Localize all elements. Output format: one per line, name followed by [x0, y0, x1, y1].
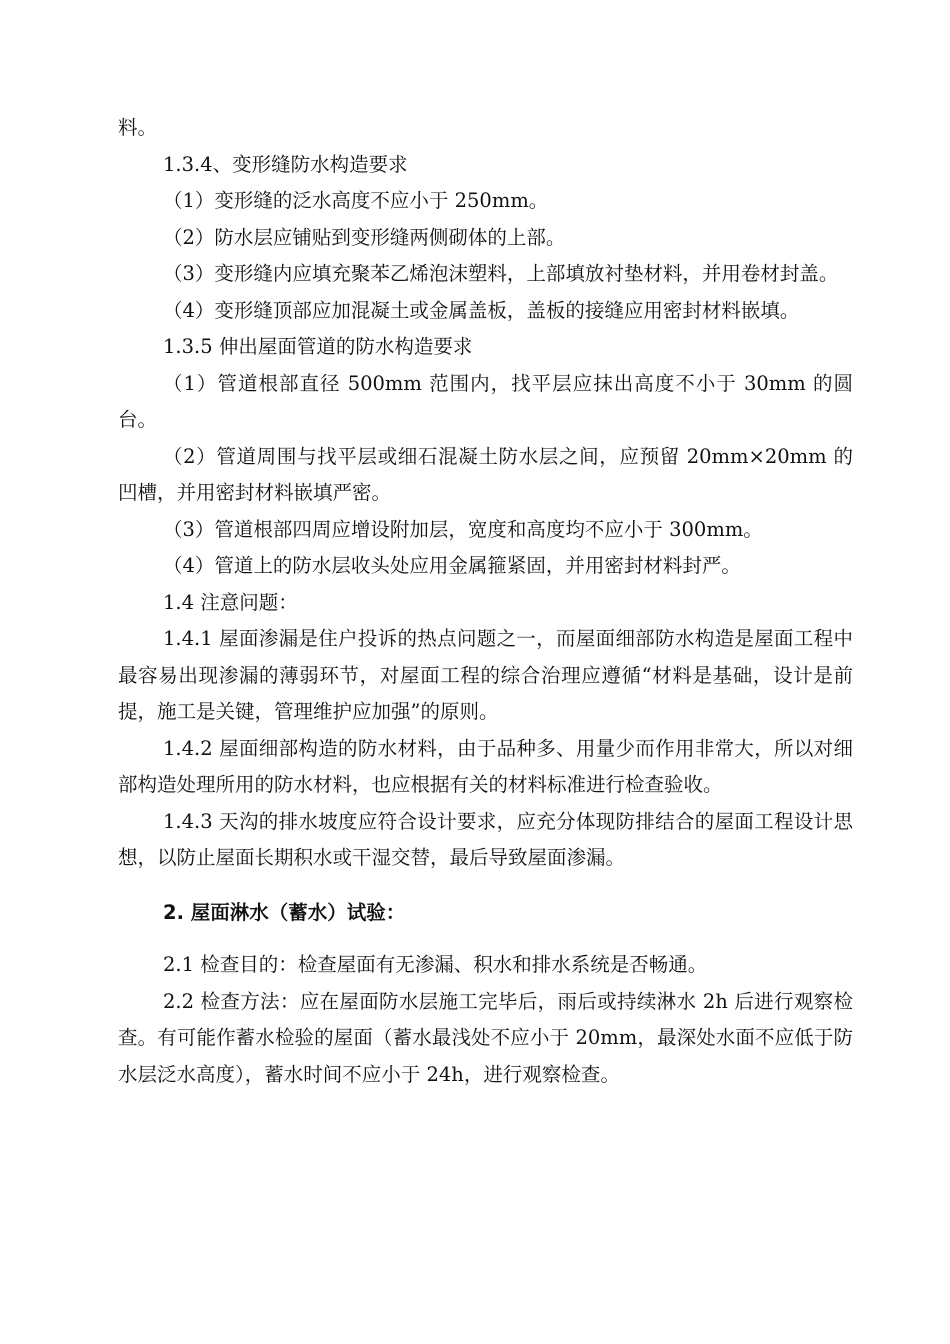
paragraph: （2）管道周围与找平层或细石混凝土防水层之间，应预留 20mm×20mm 的凹槽，并用密封材料嵌填严密。: [118, 444, 853, 504]
paragraph: （1）变形缝的泛水高度不应小于 250mm。: [163, 189, 549, 212]
paragraph: 2.1 检查目的：检查屋面有无渗漏、积水和排水系统是否畅通。: [163, 953, 708, 976]
paragraph: 1.3.5 伸出屋面管道的防水构造要求: [163, 335, 473, 358]
paragraph: （2）防水层应铺贴到变形缝两侧砌体的上部。: [163, 225, 566, 249]
paragraph: （3）变形缝内应填充聚苯乙烯泡沫塑料，上部填放衬垫材料，并用卷材封盖。: [163, 262, 839, 285]
paragraph: 1.4.3 天沟的排水坡度应符合设计要求，应充分体现防排结合的屋面工程设计思想，以防止屋面长期积水或干湿交替，最后导致屋面渗漏。: [118, 809, 853, 869]
paragraph: （4）管道上的防水层收头处应用金属箍紧固，并用密封材料封严。: [163, 554, 741, 577]
paragraph: （1）管道根部直径 500mm 范围内，找平层应抹出高度不小于 30mm 的圆台。: [118, 371, 853, 431]
paragraph: 1.4 注意问题：: [163, 590, 298, 614]
paragraph: （4）变形缝顶部应加混凝土或金属盖板，盖板的接缝应用密封材料嵌填。: [163, 298, 800, 322]
paragraph: 2.2 检查方法：应在屋面防水层施工完毕后，雨后或持续淋水 2h 后进行观察检查。有可能作蓄水检验的屋面（蓄水最浅处不应小于 20mm，最深处水面不应低于防水层泛水高度），蓄水时间不应小于 24h，进行观察检查。: [118, 989, 853, 1086]
paragraphs-after: [118, 947, 853, 1093]
document-page: [118, 110, 853, 1093]
paragraphs-before: [118, 110, 853, 877]
paragraph: 1.4.2 屋面细部构造的防水材料，由于品种多、用量少而作用非常大，所以对细部构造处理所用的防水材料，也应根据有关的材料标准进行检查验收。: [118, 736, 853, 796]
paragraph: （3）管道根部四周应增设附加层，宽度和高度均不应小于 300mm。: [163, 517, 763, 541]
paragraph: 料。: [118, 116, 158, 139]
paragraph: 1.4.1 屋面渗漏是住户投诉的热点问题之一，而屋面细部防水构造是屋面工程中最容易出现渗漏的薄弱环节，对屋面工程的综合治理应遵循“材料是基础，设计是前提，施工是关键，管理维护应加强”的原则。: [118, 627, 853, 723]
paragraph: 1.3.4、变形缝防水构造要求: [163, 152, 408, 176]
section-heading: 2. 屋面淋水（蓄水）试验：: [163, 900, 406, 924]
